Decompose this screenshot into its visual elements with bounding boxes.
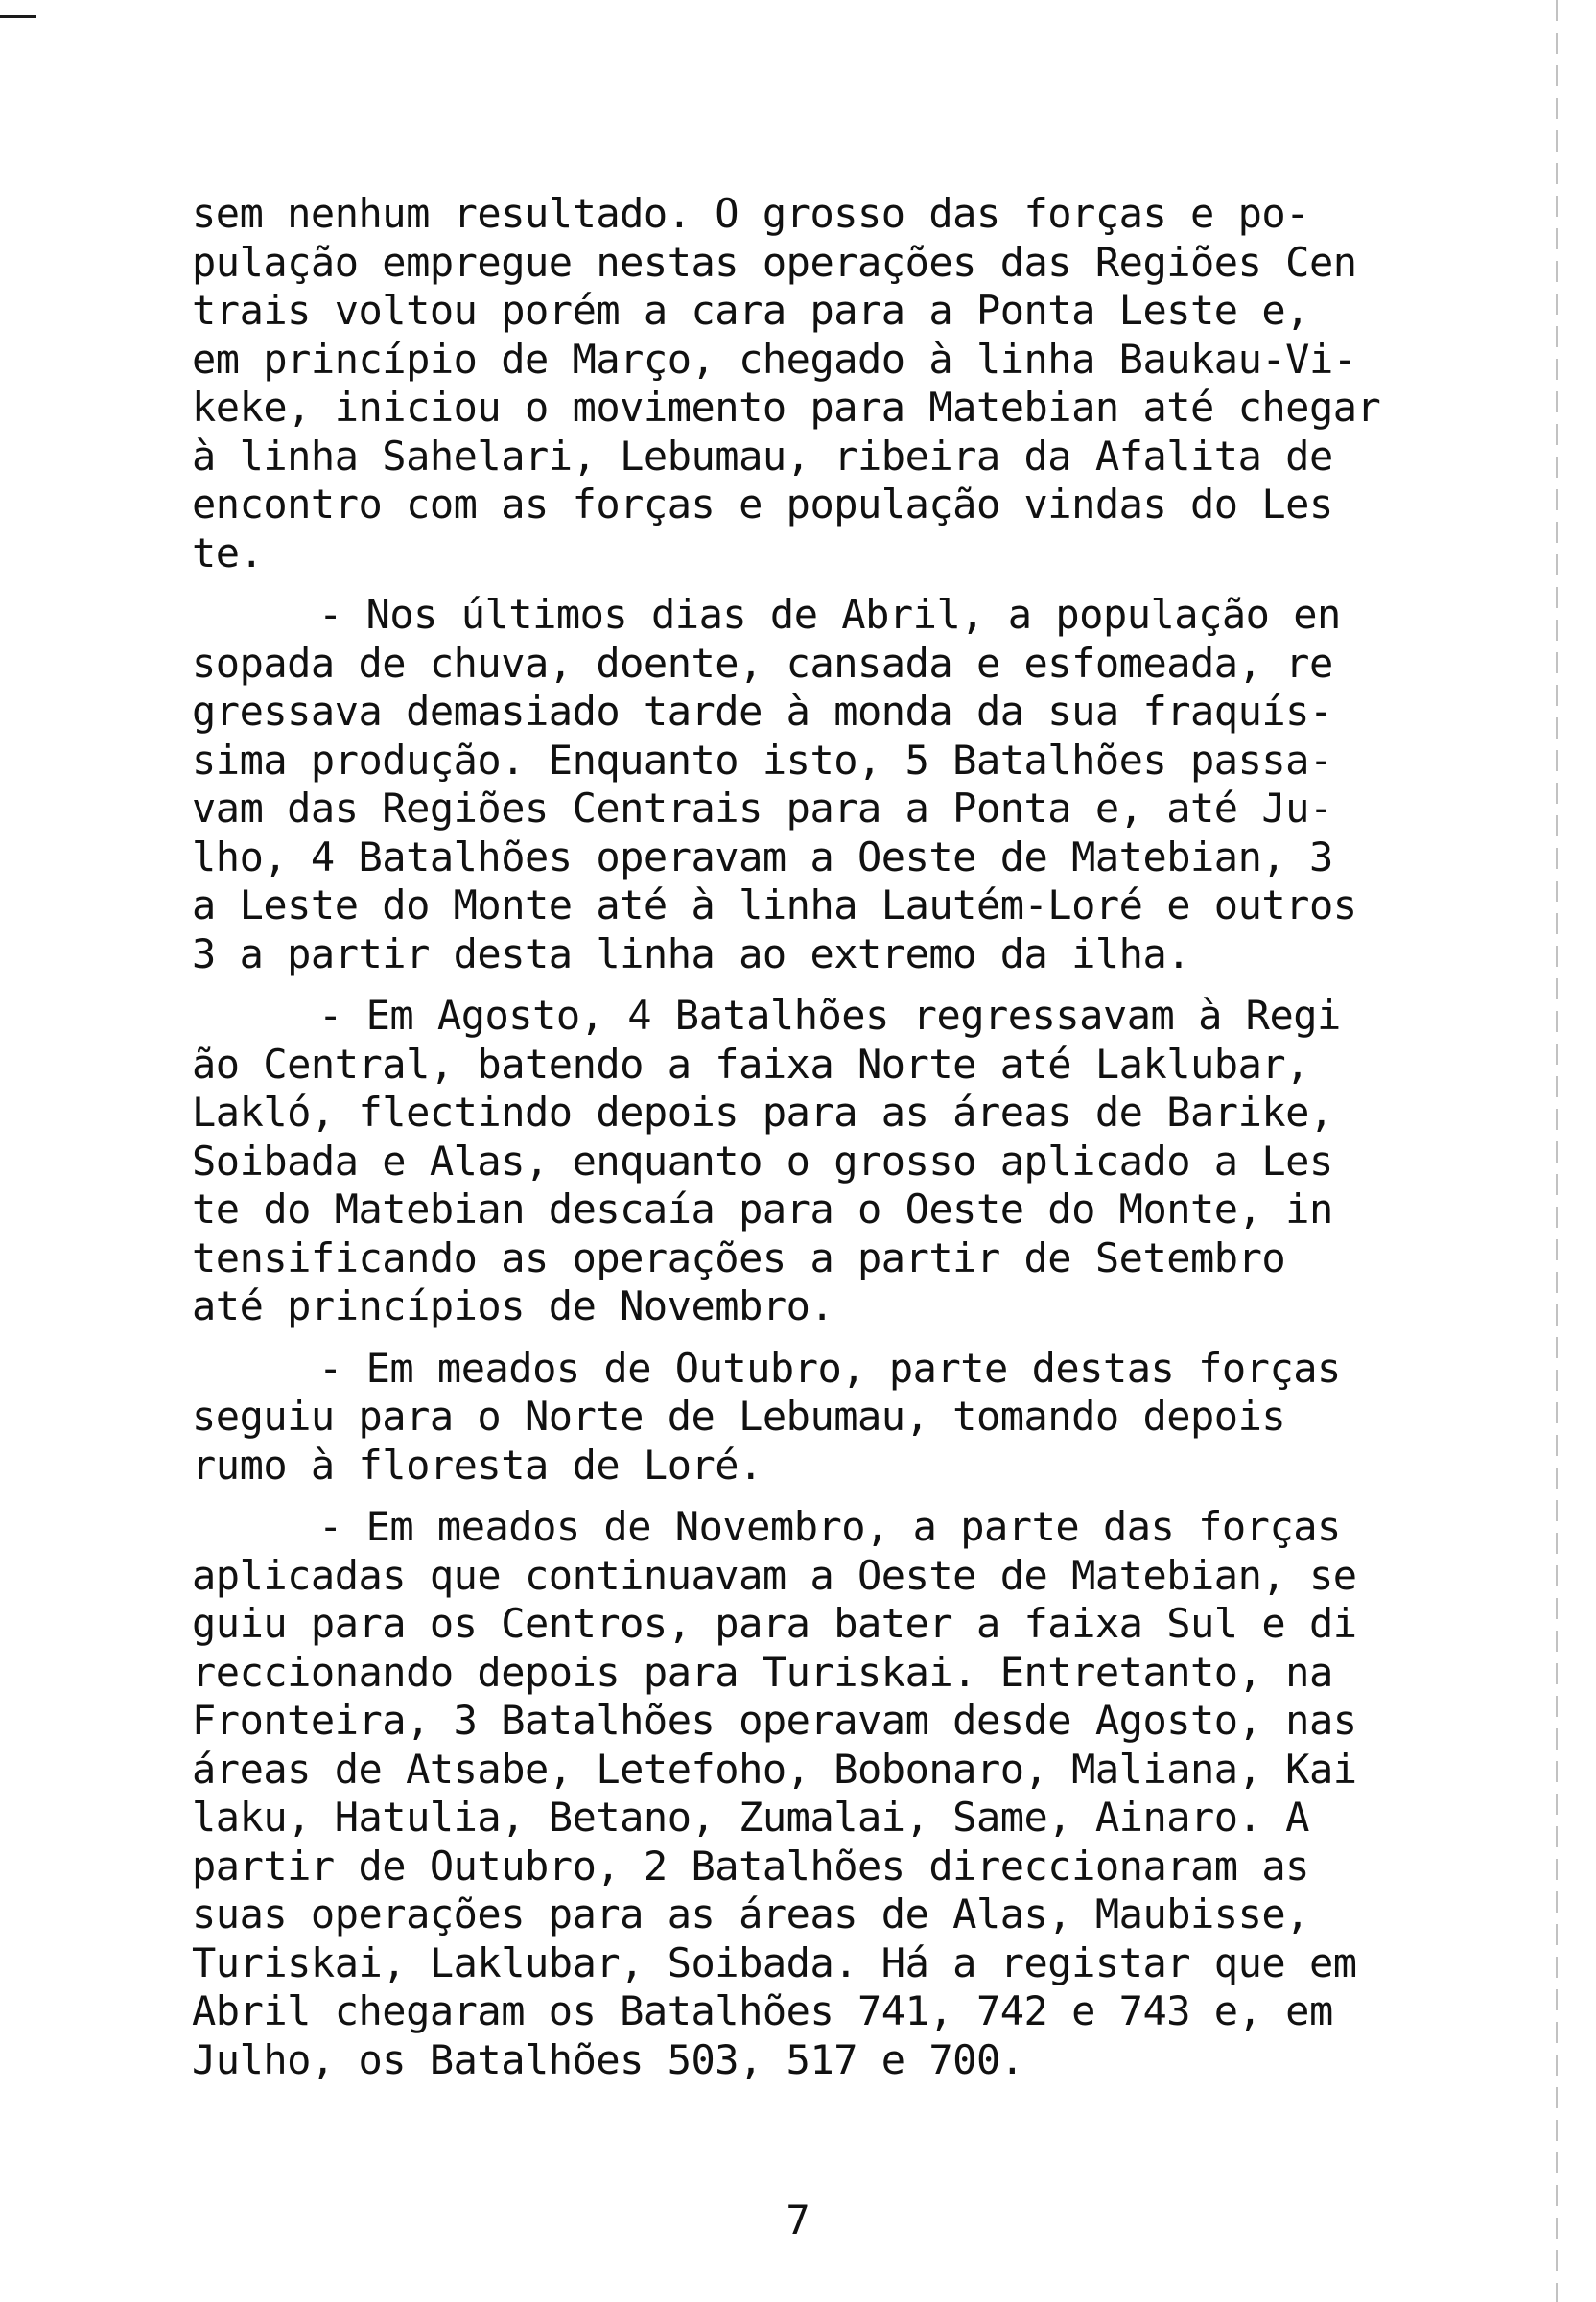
text-line: seguiu para o Norte de Lebumau, tomando depois — [192, 1393, 1286, 1440]
text-line: rumo à floresta de Loré. — [192, 1441, 763, 1489]
text-line: sopada de chuva, doente, cansada e esfomeada, re — [192, 639, 1333, 687]
text-line: guiu para os Centros, para bater a faixa Sul e di — [192, 1600, 1357, 1647]
text-line: a Leste do Monte até à linha Lautém-Loré e outros — [192, 881, 1357, 928]
text-line: áreas de Atsabe, Letefoho, Bobonaro, Maliana, Kai — [192, 1745, 1357, 1793]
paragraph-1 — [192, 190, 1420, 577]
text-line: Julho, os Batalhões 503, 517 e 700. — [192, 2035, 1024, 2083]
text-line: sem nenhum resultado. O grosso das forças e po- — [192, 190, 1309, 237]
text-line: ão Central, batendo a faixa Norte até Laklubar, — [192, 1040, 1309, 1088]
text-line: - Em meados de Novembro, a parte das forças — [318, 1503, 1341, 1550]
text-line: vam das Regiões Centrais para a Ponta e, até Ju- — [192, 785, 1333, 832]
text-line: - Nos últimos dias de Abril, a população en — [318, 591, 1341, 638]
text-line: partir de Outubro, 2 Batalhões direccionaram as — [192, 1842, 1309, 1890]
text-line: - Em meados de Outubro, parte destas forças — [318, 1344, 1341, 1392]
text-line: até princípios de Novembro. — [192, 1282, 834, 1329]
scan-corner-mark — [0, 15, 36, 18]
paragraph-4 — [192, 1345, 1420, 1491]
paragraph-2 — [192, 591, 1420, 978]
text-line: laku, Hatulia, Betano, Zumalai, Same, Ainaro. A — [192, 1794, 1309, 1841]
text-line: Abril chegaram os Batalhões 741, 742 e 743 e, em — [192, 1987, 1333, 2034]
paragraph-5 — [192, 1503, 1420, 2084]
page-number: 7 — [786, 2196, 810, 2243]
text-line: encontro com as forças e população vindas do Les — [192, 481, 1333, 528]
text-line: pulação empregue nestas operações das Regiões Cen — [192, 238, 1357, 286]
paragraph-3 — [192, 992, 1420, 1331]
text-line: suas operações para as áreas de Alas, Maubisse, — [192, 1891, 1309, 1938]
text-line: à linha Sahelari, Lebumau, ribeira da Afalita de — [192, 432, 1333, 480]
text-line: te do Matebian descaía para o Oeste do Monte, in — [192, 1186, 1333, 1233]
text-line: Lakló, flectindo depois para as áreas de Barike, — [192, 1089, 1333, 1136]
text-line: sima produção. Enquanto isto, 5 Batalhões passa- — [192, 736, 1333, 784]
text-line: em princípio de Março, chegado à linha Baukau-Vi- — [192, 335, 1357, 383]
text-line: Fronteira, 3 Batalhões operavam desde Agosto, nas — [192, 1697, 1357, 1744]
body-text — [192, 190, 1420, 2098]
text-line: keke, iniciou o movimento para Matebian até chegar — [192, 384, 1381, 431]
text-line: gressava demasiado tarde à monda da sua fraquís- — [192, 688, 1333, 735]
text-line: reccionando depois para Turiskai. Entretanto, na — [192, 1648, 1333, 1696]
text-line: - Em Agosto, 4 Batalhões regressavam à Regi — [318, 992, 1341, 1039]
text-line: aplicadas que continuavam a Oeste de Matebian, se — [192, 1551, 1357, 1599]
text-line: te. — [192, 529, 264, 576]
text-line: trais voltou porém a cara para a Ponta Leste e, — [192, 287, 1309, 334]
text-line: Soibada e Alas, enquanto o grosso aplicado a Les — [192, 1137, 1333, 1185]
scan-edge-line — [1556, 0, 1558, 2302]
text-line: tensificando as operações a partir de Setembro — [192, 1233, 1286, 1281]
text-line: lho, 4 Batalhões operavam a Oeste de Matebian, 3 — [192, 833, 1333, 881]
text-line: Turiskai, Laklubar, Soibada. Há a registar que em — [192, 1938, 1357, 1986]
text-line: 3 a partir desta linha ao extremo da ilha. — [192, 929, 1191, 977]
